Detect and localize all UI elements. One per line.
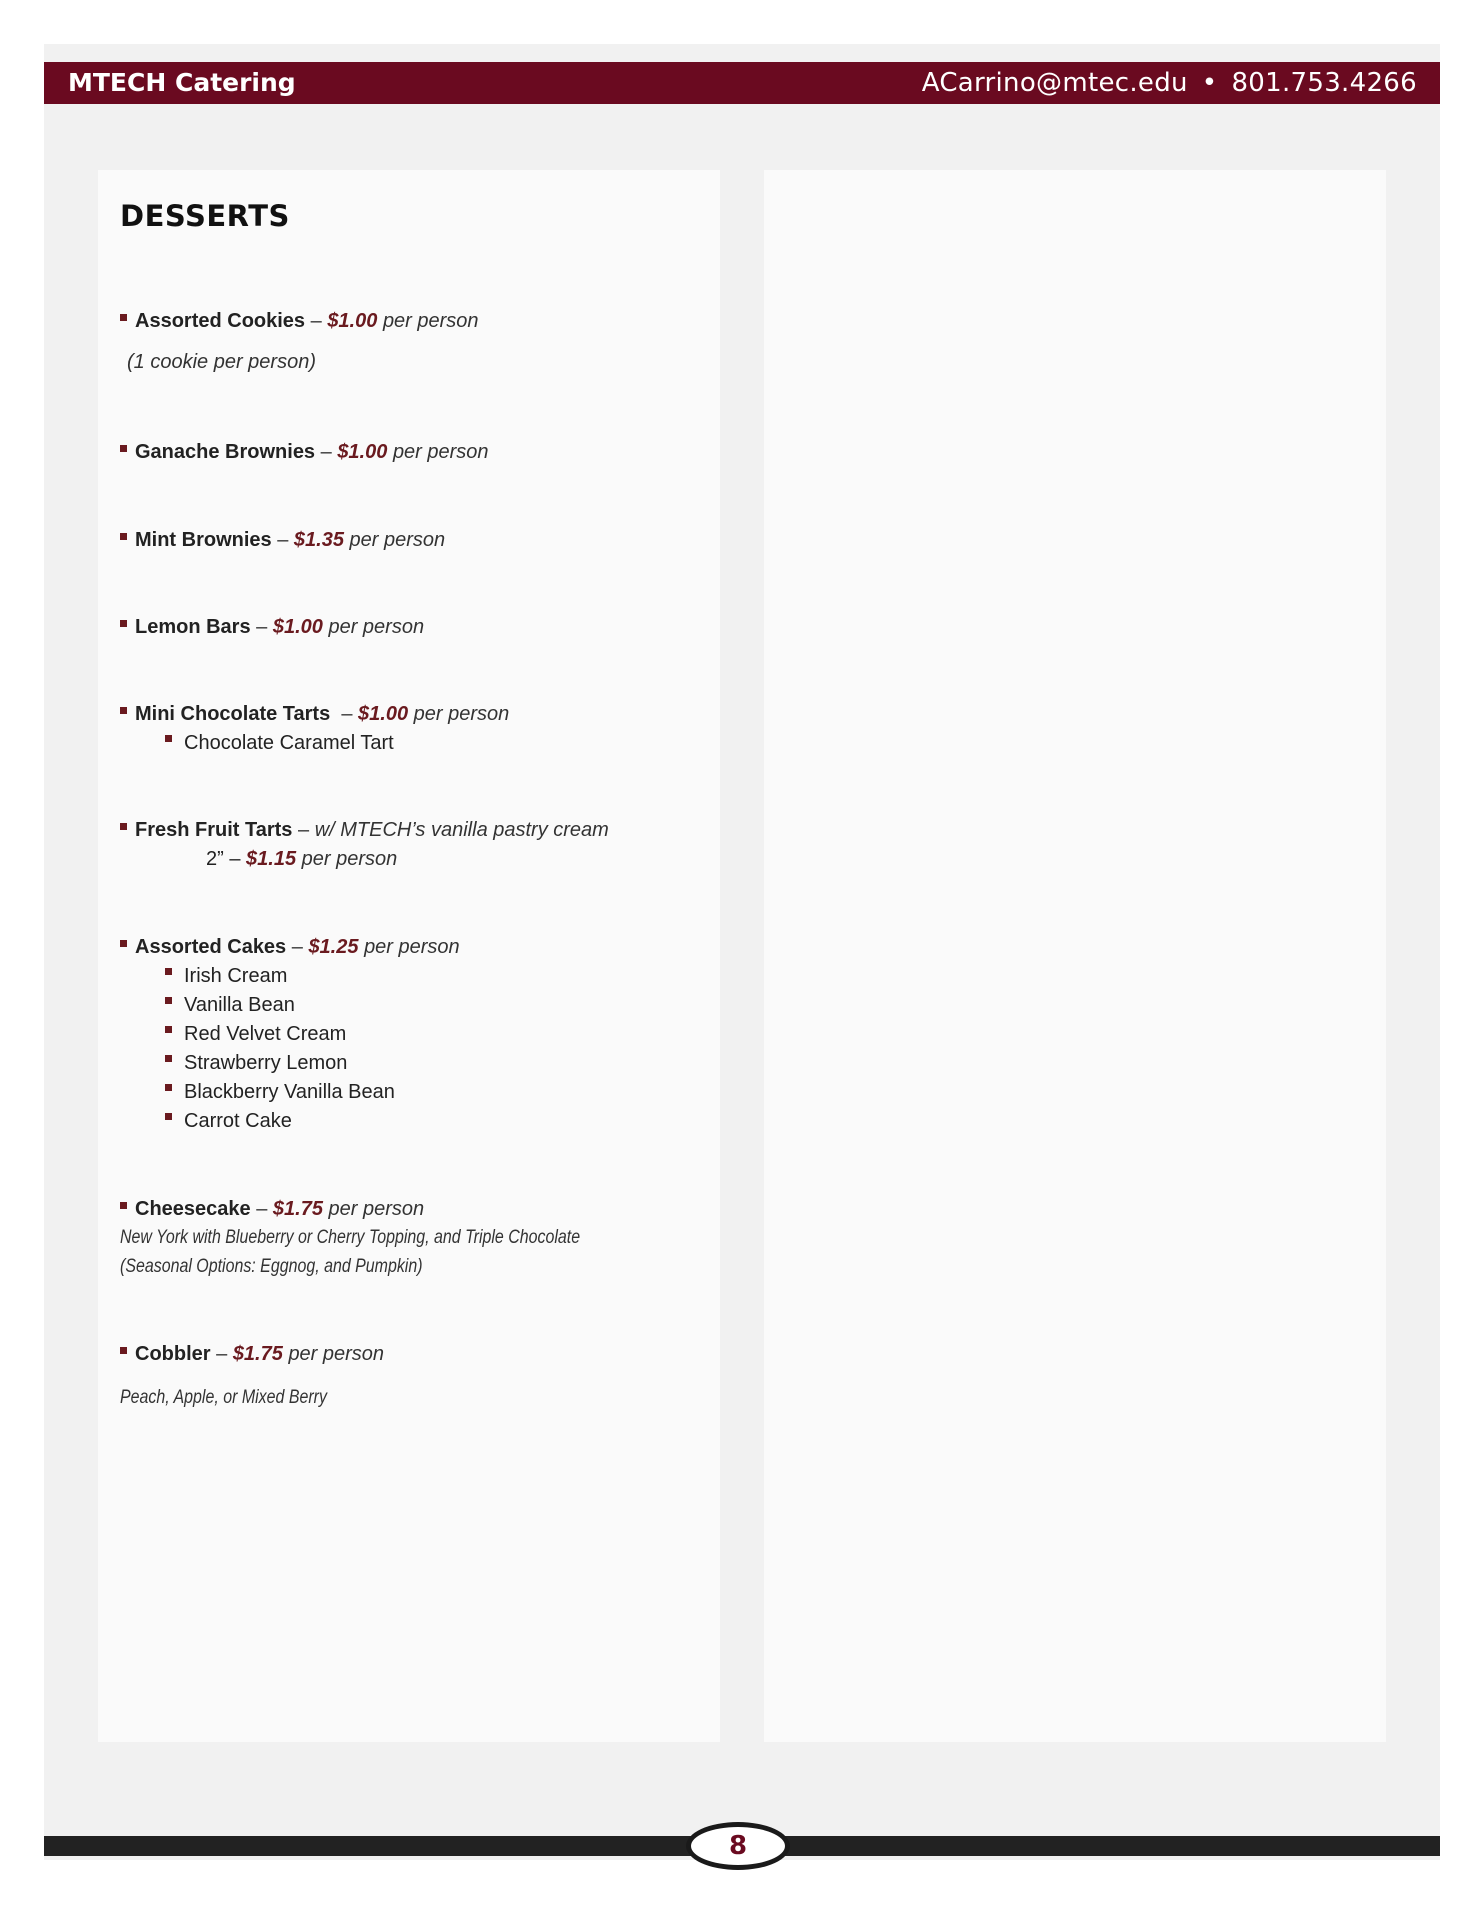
bullet-icon	[165, 1055, 172, 1062]
sub-item	[165, 991, 295, 1020]
item-price: $1.00	[327, 310, 378, 332]
item-name: Ganache Brownies	[135, 441, 316, 463]
item-note-cookies: (1 cookie per person)	[127, 351, 316, 373]
item-size: 2” –	[206, 848, 241, 870]
page-number: 8	[686, 1822, 790, 1870]
item-unit: per person	[364, 936, 460, 958]
item-unit: per person	[413, 703, 510, 725]
item-dash: –	[291, 936, 303, 958]
sub-item-label: Chocolate Caramel Tart	[184, 732, 394, 754]
bullet-icon	[120, 314, 127, 321]
item-name: Cobbler	[135, 1343, 211, 1365]
item-name: Cheesecake	[135, 1198, 251, 1220]
item-dash: –	[341, 703, 353, 725]
bullet-icon	[165, 1026, 172, 1033]
item-price: $1.75	[272, 1198, 323, 1220]
item-name: Assorted Cookies	[135, 310, 306, 332]
menu-item-cakes	[120, 933, 460, 962]
item-dash: –	[310, 310, 322, 332]
item-unit: per person	[301, 848, 398, 870]
item-dash: –	[320, 441, 332, 463]
item-name: Lemon Bars	[135, 616, 251, 638]
bullet-icon	[120, 1202, 127, 1209]
item-name: Assorted Cakes	[135, 936, 287, 958]
bullet-icon	[120, 823, 127, 830]
fruit-tart-size-line	[206, 845, 397, 874]
item-dash: –	[298, 819, 310, 841]
menu-panel-right	[764, 170, 1386, 1742]
bullet-icon	[120, 1347, 127, 1354]
bullet-icon	[165, 735, 172, 742]
item-dash: –	[256, 616, 268, 638]
bullet-icon	[165, 968, 172, 975]
item-dash: –	[277, 529, 289, 551]
sub-item	[165, 962, 287, 991]
sub-item-label: Strawberry Lemon	[184, 1052, 348, 1074]
item-price: $1.00	[358, 703, 409, 725]
item-price: $1.00	[272, 616, 323, 638]
item-dash: –	[256, 1198, 268, 1220]
contact-phone[interactable]: 801.753.4266	[1231, 68, 1417, 98]
item-unit: per person	[382, 310, 479, 332]
section-title: DESSERTS	[120, 199, 290, 233]
item-dash: –	[216, 1343, 228, 1365]
menu-item-ganache	[120, 438, 489, 467]
item-price: $1.15	[246, 848, 297, 870]
sub-item-label: Vanilla Bean	[184, 994, 295, 1016]
item-name: Mini Chocolate Tarts	[135, 703, 331, 725]
item-price: $1.75	[232, 1343, 283, 1365]
menu-item-mint	[120, 526, 445, 555]
menu-item-cobbler	[120, 1340, 384, 1369]
sub-item-label: Red Velvet Cream	[184, 1023, 347, 1045]
item-price: $1.25	[308, 936, 359, 958]
bullet-icon	[165, 1113, 172, 1120]
bullet-icon	[165, 1084, 172, 1091]
header-bar	[44, 62, 1440, 104]
sub-item	[165, 1107, 292, 1136]
bullet-icon	[165, 997, 172, 1004]
sub-item-label: Blackberry Vanilla Bean	[184, 1081, 395, 1103]
bullet-icon	[120, 533, 127, 540]
item-price: $1.00	[337, 441, 388, 463]
item-description: w/ MTECH’s vanilla pastry cream	[314, 819, 609, 841]
bullet-icon	[120, 445, 127, 452]
header-title: MTECH Catering	[68, 68, 296, 97]
menu-item-cheesecake	[120, 1195, 424, 1224]
bullet-icon	[120, 707, 127, 714]
item-unit: per person	[328, 1198, 425, 1220]
sub-item	[165, 1078, 395, 1107]
cheesecake-note: New York with Blueberry or Cherry Topping, and Triple Chocolate	[120, 1227, 581, 1248]
contact-email[interactable]: ACarrino@mtec.edu	[921, 68, 1188, 98]
item-unit: per person	[328, 616, 425, 638]
item-name: Mint Brownies	[135, 529, 272, 551]
sub-item	[165, 1049, 347, 1078]
bullet-icon	[120, 620, 127, 627]
sub-item	[165, 1020, 346, 1049]
sub-item-label: Carrot Cake	[184, 1110, 292, 1132]
item-price: $1.35	[293, 529, 344, 551]
sub-item-label: Irish Cream	[184, 965, 288, 987]
cheesecake-seasonal-note: (Seasonal Options: Eggnog, and Pumpkin)	[120, 1256, 423, 1277]
item-unit: per person	[288, 1343, 385, 1365]
sub-item	[165, 729, 394, 758]
item-name: Fresh Fruit Tarts	[135, 819, 293, 841]
item-unit: per person	[392, 441, 489, 463]
menu-item-lemon	[120, 613, 424, 642]
bullet-icon	[120, 940, 127, 947]
contact-separator: •	[1201, 68, 1218, 98]
item-unit: per person	[349, 529, 446, 551]
menu-item-fruit-tarts	[120, 816, 609, 845]
menu-item-cookies	[120, 307, 479, 336]
cobbler-note: Peach, Apple, or Mixed Berry	[120, 1387, 327, 1408]
header-contact	[922, 68, 1417, 98]
menu-item-tarts	[120, 700, 509, 729]
